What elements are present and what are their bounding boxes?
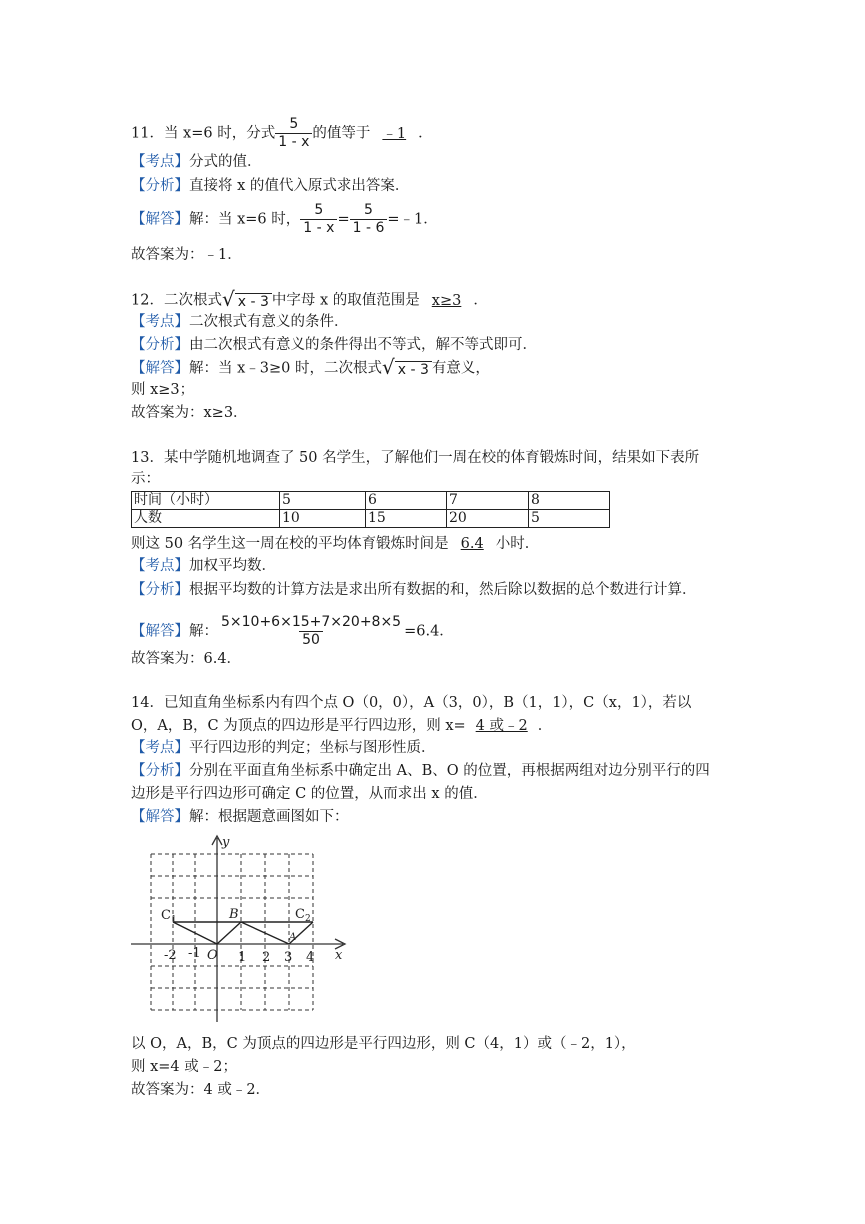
q14-kaodian: 【考点】平行四边形的判定；坐标与图形性质． [131,740,436,756]
point-c1-label: $C_1$ [161,908,177,925]
tick-label: 3 [284,950,293,965]
tick-label: -2 [164,948,177,963]
coordinate-figure [129,832,349,1024]
y-axis-label: y [222,835,230,850]
q14-after-line1: 以 O，A，B，C 为顶点的四边形是平行四边形，则 C（4，1）或（﹣2，1）， [131,1036,636,1052]
q13-jieda: 【解答】解： $\frac{5\times 10+6\times 15+7\times 20+8\times 5}{50}$ =6.4． [131,614,454,648]
q12-fenxi: 【分析】由二次根式有意义的条件得出不等式，解不等式即可． [131,337,537,353]
q11-answer: ﹣1 [382,125,407,142]
q13-final: 故答案为：6.4． [131,651,242,667]
q13-stem-line1: 13．某中学随机地调查了 50 名学生，了解他们一周在校的体育锻炼时间，结果如下表所 [131,450,700,466]
q11-jd-fraction-2: $\frac{5}{1 - 6}$ [350,202,388,237]
point-a-label: A [289,932,297,943]
q11-stem: 11．当 x=6 时，分式 $\frac{5}{1 - x}$ 的值等于 ﹣1 ． [131,116,433,150]
q11-kaodian: 【考点】分式的值． [131,154,262,170]
tick-label: 2 [262,950,271,965]
q14-jieda: 【解答】解：根据题意画图如下： [131,809,349,825]
x-axis-label: x [335,948,343,963]
tick-label: -1 [188,946,201,961]
origin-label: O [207,948,218,963]
q14-final: 故答案为：4 或﹣2． [131,1082,271,1098]
q13-answer: 6.4 [460,536,484,552]
q11-fraction: $\frac{5}{1 - x}$ [275,116,312,151]
q11-jd-fraction-1: $\frac{5}{1 - x}$ [300,202,337,237]
table-row: 时间（小时） 5 6 7 8 [132,492,610,510]
q11-jieda: 【解答】解：当 x=6 时， $\frac{5}{1 - x}$ = $\frac{5}{1 - 6}$ =﹣1． [131,202,438,236]
q12-radical: √ x - 3 [222,289,272,312]
q14-answer: 4 或﹣2 [475,718,528,734]
q14-stem-line1: 14．已知直角坐标系内有四个点 O（0，0），A（3，0），B（1，1），C（x，1），若以 [131,695,692,711]
q13-jd-fraction: $\frac{5\times 10+6\times 15+7\times 20+8\times 5}{50}$ [221,614,402,648]
q12-stem: 12．二次根式√ x - 3 中字母 x 的取值范围是 x≥3 ． [131,287,488,311]
q14-after-line2: 则 x=4 或﹣2； [131,1059,237,1075]
q14-fenxi: 【分析】分别在平面直角坐标系中确定出 A、B、O 的位置，再根据两组对边分别平行的四 [131,763,710,779]
q11-final: 故答案为：﹣1． [131,247,242,263]
q14-stem-line2: O，A，B，C 为顶点的四边形是平行四边形，则 x= 4 或﹣2 ． [131,718,553,734]
q13-stem-line2: 示： [131,471,160,487]
q14-fenxi-line2: 边形是平行四边形可确定 C 的位置，从而求出 x 的值． [131,786,488,802]
q12-line2: 则 x≥3； [131,382,195,398]
table-row: 人数 10 15 20 5 [132,510,610,528]
q12-jieda: 【解答】解：当 x﹣3≥0 时，二次根式√ x - 3 有意义， [131,355,490,379]
q11-fenxi: 【分析】直接将 x 的值代入原式求出答案． [131,178,410,194]
q13-data-table [131,491,610,528]
q12-kaodian: 【考点】二次根式有意义的条件． [131,314,349,330]
q12-final: 故答案为：x≥3． [131,405,248,421]
q12-answer: x≥3 [431,292,462,309]
point-b-label: B [229,907,239,922]
q13-fenxi: 【分析】根据平均数的计算方法是求出所有数据的和，然后除以数据的总个数进行计算． [131,582,697,598]
q13-question: 则这 50 名学生这一周在校的平均体育锻炼时间是 6.4 小时． [131,536,540,552]
q12-jd-radical: √ x - 3 [382,357,432,380]
q13-kaodian: 【考点】加权平均数． [131,558,276,574]
point-c2-label: $C_2$ [295,907,311,924]
tick-label: 1 [238,950,247,965]
tick-label: 4 [306,950,315,965]
